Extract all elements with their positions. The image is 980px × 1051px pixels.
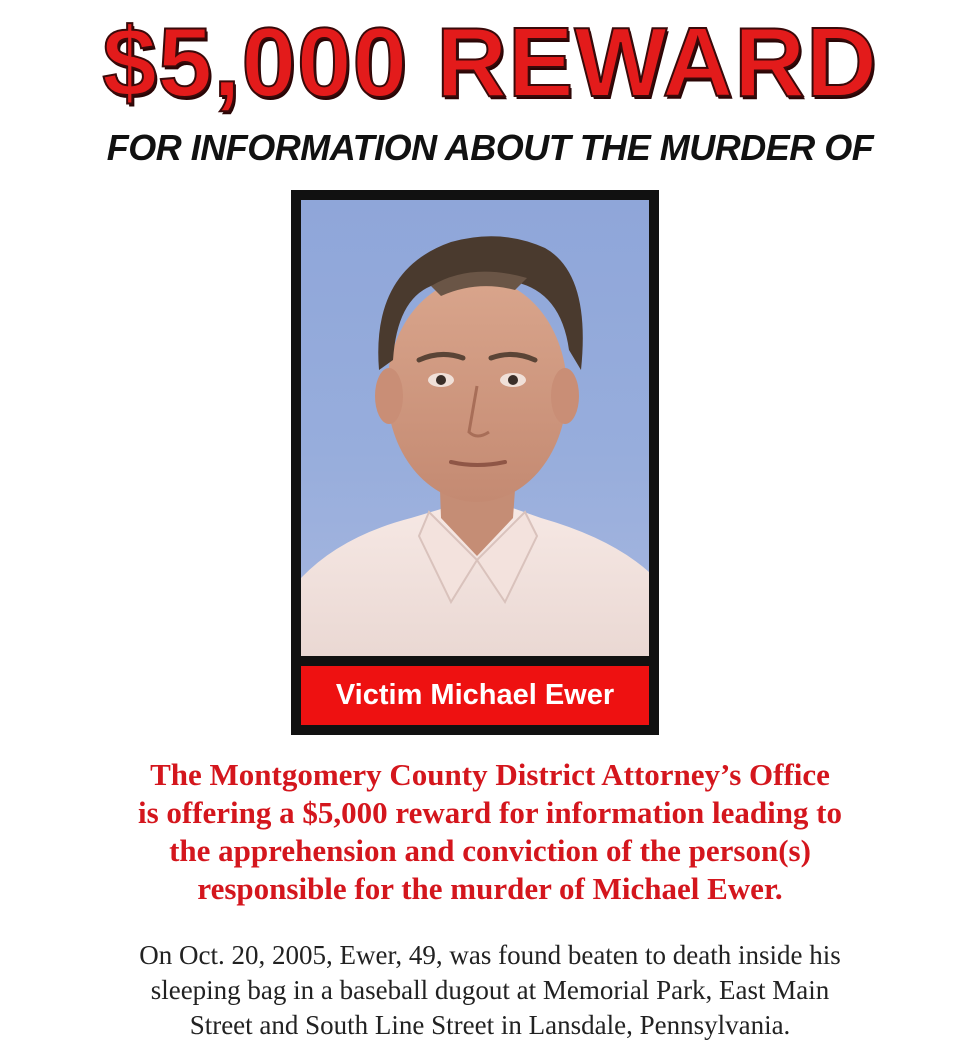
reward-subheadline: FOR INFORMATION ABOUT THE MURDER OF: [106, 127, 874, 168]
reward-statement-line: The Montgomery County District Attorney’s Office: [150, 757, 830, 792]
reward-statement-line: responsible for the murder of Michael Ewer.: [197, 871, 783, 906]
reward-statement-line: the apprehension and conviction of the person(s): [169, 833, 811, 868]
victim-photo-frame: [291, 190, 659, 735]
victim-caption: Victim Michael Ewer: [335, 679, 615, 711]
reward-headline: $5,000 REWARD: [102, 7, 878, 117]
case-details-line: On Oct. 20, 2005, Ewer, 49, was found beaten to death inside his: [139, 940, 841, 970]
reward-statement: [20, 756, 960, 908]
victim-caption-box: [301, 666, 649, 725]
victim-photo: [301, 200, 649, 656]
reward-statement-line: is offering a $5,000 reward for information leading to: [137, 795, 843, 830]
case-details-line: Street and South Line Street in Lansdale, Pennsylvania.: [189, 1010, 791, 1040]
case-details-line: sleeping bag in a baseball dugout at Memorial Park, East Main: [150, 975, 830, 1005]
case-details: [20, 938, 960, 1043]
victim-portrait-illustration: [301, 200, 649, 656]
